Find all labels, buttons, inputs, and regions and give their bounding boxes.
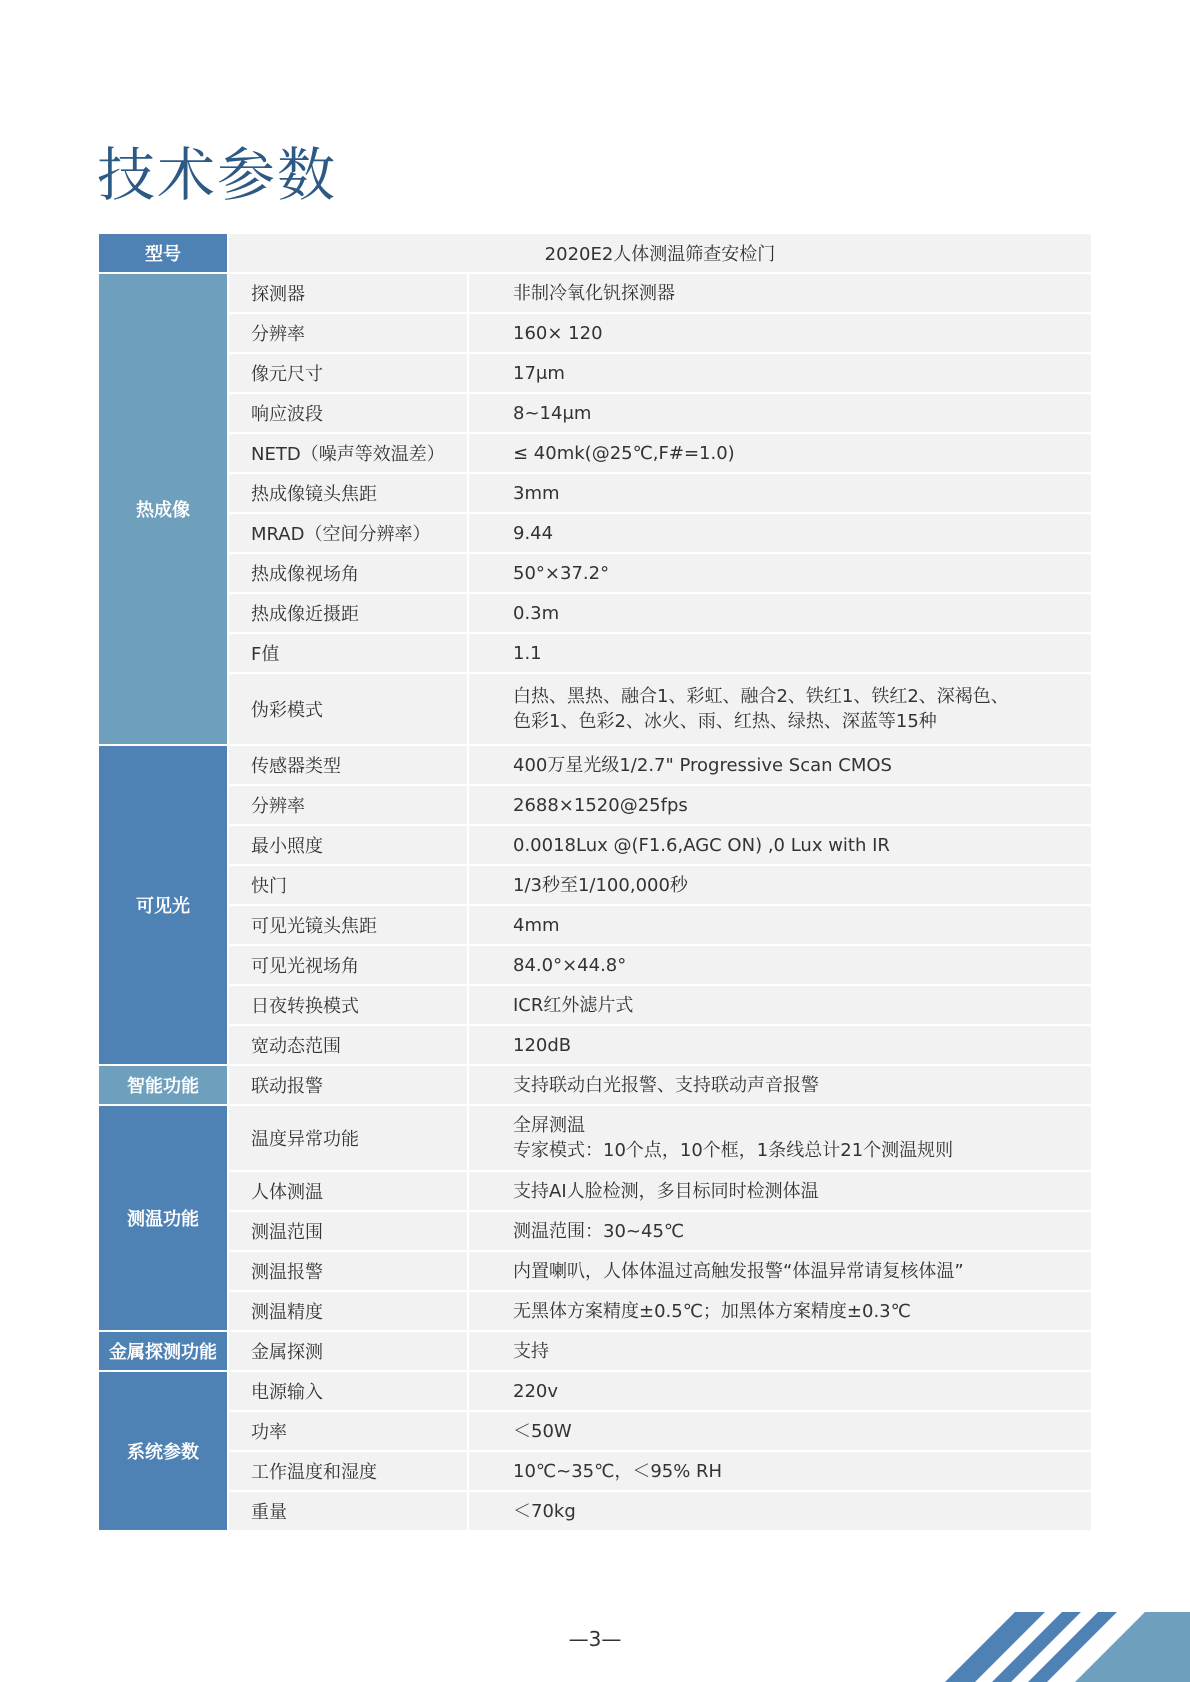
param-value-multiline: [468, 673, 1092, 745]
param-value: 400万星光级1/2.7" Progressive Scan CMOS: [468, 745, 1092, 785]
param-label: 伪彩模式: [228, 673, 468, 745]
value-line: 全屏测温: [513, 1115, 585, 1136]
page-title: 技术参数: [97, 141, 338, 209]
param-label: 人体测温: [228, 1171, 468, 1211]
param-label: 金属探测: [228, 1331, 468, 1371]
param-label: 传感器类型: [228, 745, 468, 785]
param-value: 84.0°×44.8°: [468, 945, 1092, 985]
param-label: 联动报警: [228, 1065, 468, 1105]
param-value: 测温范围：30~45℃: [468, 1211, 1092, 1251]
value-line: 色彩1、色彩2、冰火、雨、红热、绿热、深蓝等15种: [513, 711, 937, 732]
table-row: [98, 273, 1092, 313]
table-row: [98, 1331, 1092, 1371]
param-label: 宽动态范围: [228, 1025, 468, 1065]
param-label: 像元尺寸: [228, 353, 468, 393]
table-row: [98, 633, 1092, 673]
table-row: [98, 393, 1092, 433]
table-row: [98, 1065, 1092, 1105]
param-value: 50°×37.2°: [468, 553, 1092, 593]
param-label: 分辨率: [228, 785, 468, 825]
table-row: [98, 905, 1092, 945]
param-label: 可见光镜头焦距: [228, 905, 468, 945]
table-row: [98, 1105, 1092, 1171]
category-smart-function: 智能功能: [98, 1065, 228, 1105]
param-label: 分辨率: [228, 313, 468, 353]
table-row: [98, 553, 1092, 593]
param-value: 3mm: [468, 473, 1092, 513]
param-value: 4mm: [468, 905, 1092, 945]
param-value: 160× 120: [468, 313, 1092, 353]
table-row: [98, 433, 1092, 473]
param-value: 1/3秒至1/100,000秒: [468, 865, 1092, 905]
param-label: 快门: [228, 865, 468, 905]
table-row: [98, 313, 1092, 353]
param-value: ICR红外滤片式: [468, 985, 1092, 1025]
param-value: 10℃~35℃，＜95% RH: [468, 1451, 1092, 1491]
table-row: [98, 353, 1092, 393]
table-row: [98, 1211, 1092, 1251]
table-row: [98, 1411, 1092, 1451]
param-label: 测温范围: [228, 1211, 468, 1251]
table-row: [98, 1291, 1092, 1331]
table-row: [98, 1171, 1092, 1211]
param-value: 支持: [468, 1331, 1092, 1371]
param-value: ≤ 40mk(@25℃,F#=1.0): [468, 433, 1092, 473]
param-label: 热成像近摄距: [228, 593, 468, 633]
param-value: 1.1: [468, 633, 1092, 673]
category-model: 型号: [98, 233, 228, 273]
param-label: 响应波段: [228, 393, 468, 433]
table-row: [98, 513, 1092, 553]
param-value: 8~14μm: [468, 393, 1092, 433]
param-label: 电源输入: [228, 1371, 468, 1411]
param-label: 测温报警: [228, 1251, 468, 1291]
table-row: [98, 945, 1092, 985]
category-metal-detection: 金属探测功能: [98, 1331, 228, 1371]
param-value: 220v: [468, 1371, 1092, 1411]
param-value: ＜70kg: [468, 1491, 1092, 1531]
param-value: 120dB: [468, 1025, 1092, 1065]
category-system: 系统参数: [98, 1371, 228, 1531]
param-label: 工作温度和湿度: [228, 1451, 468, 1491]
param-label: F值: [228, 633, 468, 673]
param-value: ＜50W: [468, 1411, 1092, 1451]
table-row: [98, 865, 1092, 905]
param-value: 支持联动白光报警、支持联动声音报警: [468, 1065, 1092, 1105]
param-value: 0.0018Lux @(F1.6,AGC ON) ,0 Lux with IR: [468, 825, 1092, 865]
param-label: 探测器: [228, 273, 468, 313]
param-label: 热成像镜头焦距: [228, 473, 468, 513]
param-label: 重量: [228, 1491, 468, 1531]
table-row: [98, 1251, 1092, 1291]
category-temperature: 测温功能: [98, 1105, 228, 1331]
param-label: 温度异常功能: [228, 1105, 468, 1171]
param-label: 最小照度: [228, 825, 468, 865]
category-thermal: 热成像: [98, 273, 228, 745]
param-value: 内置喇叭，人体体温过高触发报警“体温异常请复核体温”: [468, 1251, 1092, 1291]
param-label: 可见光视场角: [228, 945, 468, 985]
table-row: [98, 1025, 1092, 1065]
table-row: [98, 593, 1092, 633]
param-label: MRAD（空间分辨率）: [228, 513, 468, 553]
table-row: [98, 473, 1092, 513]
param-label: 测温精度: [228, 1291, 468, 1331]
table-row: [98, 785, 1092, 825]
param-value: 17μm: [468, 353, 1092, 393]
table-row: [98, 985, 1092, 1025]
param-value: 9.44: [468, 513, 1092, 553]
table-row: [98, 233, 1092, 273]
spec-table: [97, 232, 1093, 1532]
param-label: 日夜转换模式: [228, 985, 468, 1025]
value-line: 白热、黑热、融合1、彩虹、融合2、铁红1、铁红2、深褐色、: [513, 686, 1009, 707]
page-number: —3—: [568, 1627, 622, 1651]
param-value: 非制冷氧化钒探测器: [468, 273, 1092, 313]
param-value-multiline: [468, 1105, 1092, 1171]
category-visible-light: 可见光: [98, 745, 228, 1065]
param-value: 支持AI人脸检测，多目标同时检测体温: [468, 1171, 1092, 1211]
table-row: [98, 745, 1092, 785]
corner-stripes-decoration: [940, 1612, 1190, 1682]
param-value: 无黑体方案精度±0.5℃；加黑体方案精度±0.3℃: [468, 1291, 1092, 1331]
table-row: [98, 1371, 1092, 1411]
table-row: [98, 1451, 1092, 1491]
param-label: NETD（噪声等效温差）: [228, 433, 468, 473]
table-row: [98, 825, 1092, 865]
param-value: 0.3m: [468, 593, 1092, 633]
param-label: 功率: [228, 1411, 468, 1451]
table-row: [98, 1491, 1092, 1531]
param-label: 热成像视场角: [228, 553, 468, 593]
table-row: [98, 673, 1092, 745]
model-value: 2020E2人体测温筛查安检门: [228, 233, 1092, 273]
param-value: 2688×1520@25fps: [468, 785, 1092, 825]
value-line: 专家模式：10个点，10个框，1条线总计21个测温规则: [513, 1140, 954, 1161]
